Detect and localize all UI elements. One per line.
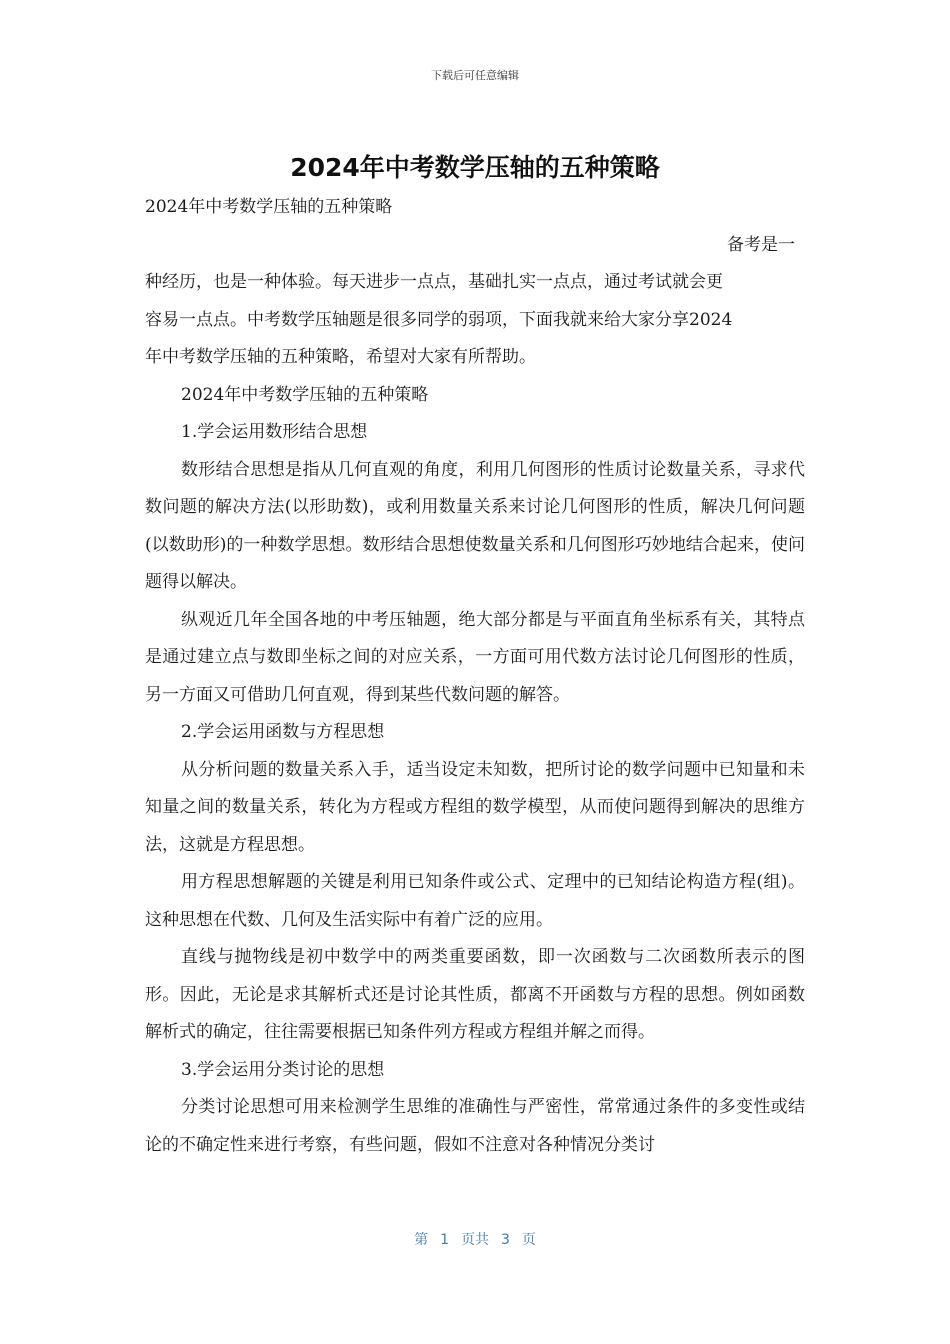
document-body bbox=[145, 189, 805, 1164]
section-heading: 2024年中考数学压轴的五种策略 bbox=[181, 384, 429, 405]
intro-right: 备考是一 bbox=[727, 234, 795, 255]
subtitle-line: 2024年中考数学压轴的五种策略 bbox=[145, 197, 393, 217]
strategy2-paragraph: 从分析问题的数量关系入手，适当设定未知数，把所讨论的数学问题中已知量和未知量之间的数量关系，转化为方程或方程组的数学模型，从而使问题得到解决的思维方法，这就是方程思想。 bbox=[145, 759, 805, 855]
strategy3-paragraph: 分类讨论思想可用来检测学生思维的准确性与严密性，常常通过条件的多变性或结论的不确定性来进行考察，有些问题，假如不注意对各种情况分类讨 bbox=[145, 1097, 805, 1155]
intro-line: 年中考数学压轴的五种策略，希望对大家有所帮助。 bbox=[145, 347, 536, 367]
footer-page-total: 3 bbox=[501, 1232, 510, 1248]
strategy1-paragraph: 纵观近几年全国各地的中考压轴题，绝大部分都是与平面直角坐标系有关，其特点是通过建立点与数即坐标之间的对应关系，一方面可用代数方法讨论几何图形的性质，另一方面又可借助几何直观，得到某些代数问题的解答。 bbox=[145, 609, 805, 705]
strategy1-heading: 1.学会运用数形结合思想 bbox=[181, 422, 368, 442]
strategy1-paragraph: 数形结合思想是指从几何直观的角度，利用几何图形的性质讨论数量关系，寻求代数问题的解决方法(以形助数)，或利用数量关系来讨论几何图形的性质，解决几何问题(以数助形)的一种数学思想。数形结合思想使数量关系和几何图形巧妙地结合起来，使问题得以解决。 bbox=[145, 459, 805, 592]
footer-label-pre: 第 bbox=[414, 1232, 429, 1248]
header-note: 下载后可任意编辑 bbox=[431, 69, 519, 82]
page-footer bbox=[0, 1229, 950, 1249]
strategy3-heading: 3.学会运用分类讨论的思想 bbox=[181, 1059, 385, 1080]
footer-page-current: 1 bbox=[440, 1232, 449, 1248]
strategy2-paragraph: 直线与抛物线是初中数学中的两类重要函数，即一次函数与二次函数所表示的图形。因此，无论是求其解析式还是讨论其性质，都离不开函数与方程的思想。例如函数解析式的确定，往往需要根据已知条件列方程或方程组并解之而得。 bbox=[145, 947, 805, 1042]
footer-label-mid: 页共 bbox=[461, 1232, 489, 1248]
strategy2-heading: 2.学会运用函数与方程思想 bbox=[181, 722, 385, 742]
intro-line: 容易一点点。中考数学压轴题是很多同学的弱项，下面我就来给大家分享2024 bbox=[145, 309, 733, 330]
intro-line: 种经历，也是一种体验。每天进步一点点，基础扎实一点点，通过考试就会更 bbox=[145, 272, 723, 292]
page-title: 2024年中考数学压轴的五种策略 bbox=[290, 153, 660, 182]
strategy2-paragraph: 用方程思想解题的关键是利用已知条件或公式、定理中的已知结论构造方程(组)。这种思想在代数、几何及生活实际中有着广泛的应用。 bbox=[145, 872, 805, 930]
footer-label-post: 页 bbox=[521, 1232, 536, 1248]
